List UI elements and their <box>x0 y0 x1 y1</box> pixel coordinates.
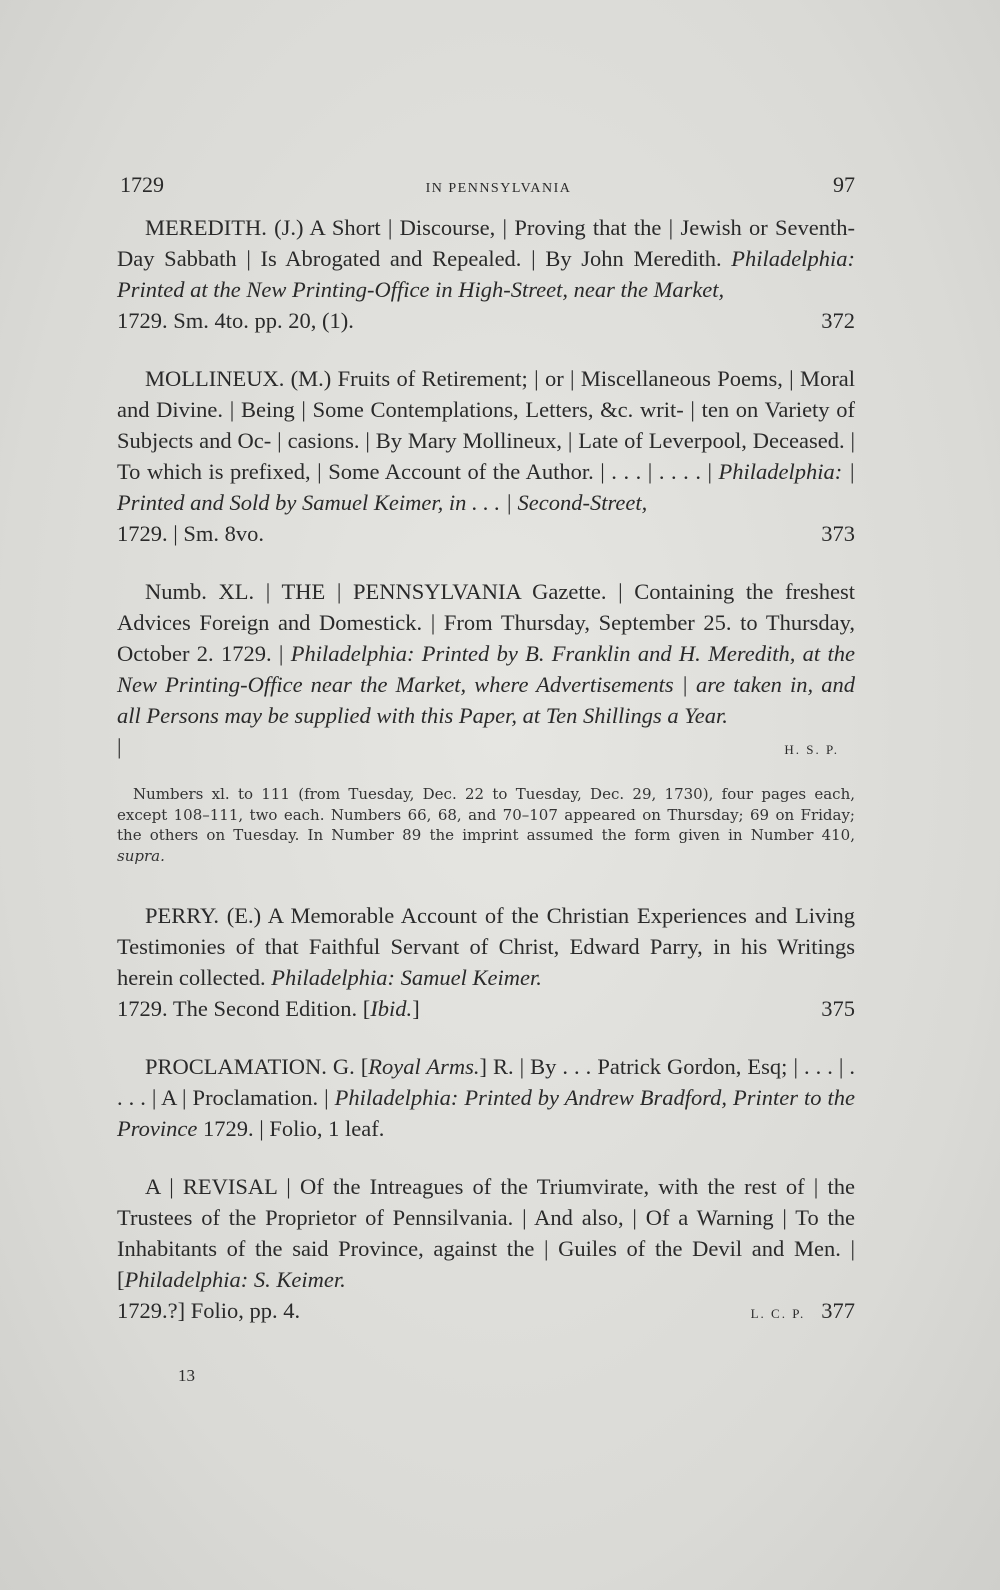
entry-last-line <box>117 993 855 1024</box>
royal-arms-italic: Royal Arms. <box>368 1054 480 1079</box>
entry-text <box>117 1171 855 1295</box>
header-year: 1729 <box>120 172 164 197</box>
gazette-note <box>117 784 855 866</box>
entry-text <box>117 212 855 305</box>
entry-text-part <box>117 993 420 1024</box>
entry-pennsylvania-gazette <box>117 576 855 765</box>
entry-text-part: A | REVISAL | Of the Intreagues of the Triumvirate, with the rest of | the Trustees of the Proprietor of Pennsilvania. | And also, | Of a Warning | To the Inhabitants of the said Province, against the | Guiles of the Devil and Men. | [ <box>117 1174 855 1292</box>
page-number: 97 <box>832 172 855 197</box>
entry-perry <box>117 900 855 1024</box>
signature-mark: 13 <box>178 1366 195 1385</box>
entry-text-part: 1729. Sm. 4to. pp. 20, (1). <box>117 308 354 333</box>
entry-text-part: 1729. | Folio, 1 leaf. <box>197 1116 385 1141</box>
note-italic: supra. <box>117 846 165 865</box>
entry-number: 377 <box>821 1298 855 1323</box>
entry-last-line <box>117 731 855 765</box>
entry-text-part: MOLLINEUX. (M.) Fruits of Retirement; | or | Miscellaneous Poems, | Moral and Divine. | Being | Some Contemplations, Letters, &c. writ- | ten on Variety of Subjects and Oc- | casions. | By Mary Mollineux, | Late of Leverpool, Deceased. | To which is prefixed, | Some Account of the Author. | . . . | . . . . | <box>117 366 855 484</box>
entry-number-group <box>751 1295 855 1329</box>
entry-mollineux <box>117 363 855 549</box>
entry-last-line <box>117 518 855 549</box>
entry-text-part: PERRY. (E.) A Memorable Account of the Christian Experiences and Living Testimonies of that Faithful Servant of Christ, Edward Parry, in his Writings herein collected. <box>117 903 855 990</box>
location-code: L. C. P. <box>750 1306 806 1321</box>
note-text-part: Numbers xl. to 111 (from Tuesday, Dec. 22 to Tuesday, Dec. 29, 1730), four pages each, except 108–111, two each. Numbers 66, 68, and 70–107 appeared on Thursday; 69 on Friday; the others on Tuesday. In Number 89 the imprint assumed the form given in Number 410, <box>117 785 855 844</box>
entry-revisal <box>117 1171 855 1329</box>
imprint-italic: Philadelphia: Printed at the New Printing-Office in High-Street, near the Market, <box>117 246 855 302</box>
entry-text-part: 1729. The Second Edition. [ <box>117 996 371 1021</box>
entry-text-part: Numb. XL. | THE | PENNSYLVANIA Gazette. | Containing the freshest Advices Foreign and Domestick. | From Thursday, September 25. to Thursday, October 2. 1729. | <box>117 579 855 666</box>
entry-meredith <box>117 212 855 336</box>
entry-number: 375 <box>821 996 855 1021</box>
running-header <box>120 172 855 198</box>
ibid-italic: Ibid. <box>370 996 413 1021</box>
entry-text-part: 1729.?] Folio, pp. 4. <box>117 1298 301 1323</box>
entry-number: 373 <box>821 521 855 546</box>
note-text <box>117 784 855 866</box>
location-code: H. S. P. <box>784 742 839 757</box>
imprint-italic: Philadelphia: Printed by B. Franklin and H. Meredith, at the New Printing-Office near the Market, where Advertisements | are taken in, and all Persons may be supplied with this Paper, at Ten Shillings a Year. <box>117 641 855 728</box>
entry-text <box>117 576 855 731</box>
entry-last-line <box>117 1295 855 1329</box>
entry-text-part: PROCLAMATION. G. [ <box>145 1054 369 1079</box>
entry-text-part: ] <box>412 996 420 1021</box>
bibliography-entries <box>117 212 855 1356</box>
entry-proclamation <box>117 1051 855 1144</box>
entry-text-part: | <box>117 734 122 759</box>
imprint-italic: Philadelphia: | Printed and Sold by Samuel Keimer, in . . . | Second-Street, <box>117 459 855 515</box>
entry-text-part: 1729. | Sm. 8vo. <box>117 521 265 546</box>
entry-text <box>117 1051 855 1144</box>
imprint-italic: Philadelphia: Printed by Andrew Bradford, Printer to the Province <box>117 1085 855 1141</box>
imprint-italic: Philadelphia: Samuel Keimer. <box>271 965 542 990</box>
running-title: IN PENNSYLVANIA <box>425 181 572 196</box>
entry-text-part: MEREDITH. (J.) A Short | Discourse, | Proving that the | Jewish or Seventh-Day Sabbath | Is Abrogated and Repealed. | By John Meredith. <box>117 215 855 271</box>
entry-number: 372 <box>821 308 855 333</box>
imprint-italic: Philadelphia: S. Keimer. <box>124 1267 346 1292</box>
entry-text-part: ] R. | By . . . Patrick Gordon, Esq; | . . . | . . . . | A | Proclamation. | <box>117 1054 855 1110</box>
entry-last-line <box>117 305 855 336</box>
entry-text <box>117 363 855 518</box>
entry-text <box>117 900 855 993</box>
